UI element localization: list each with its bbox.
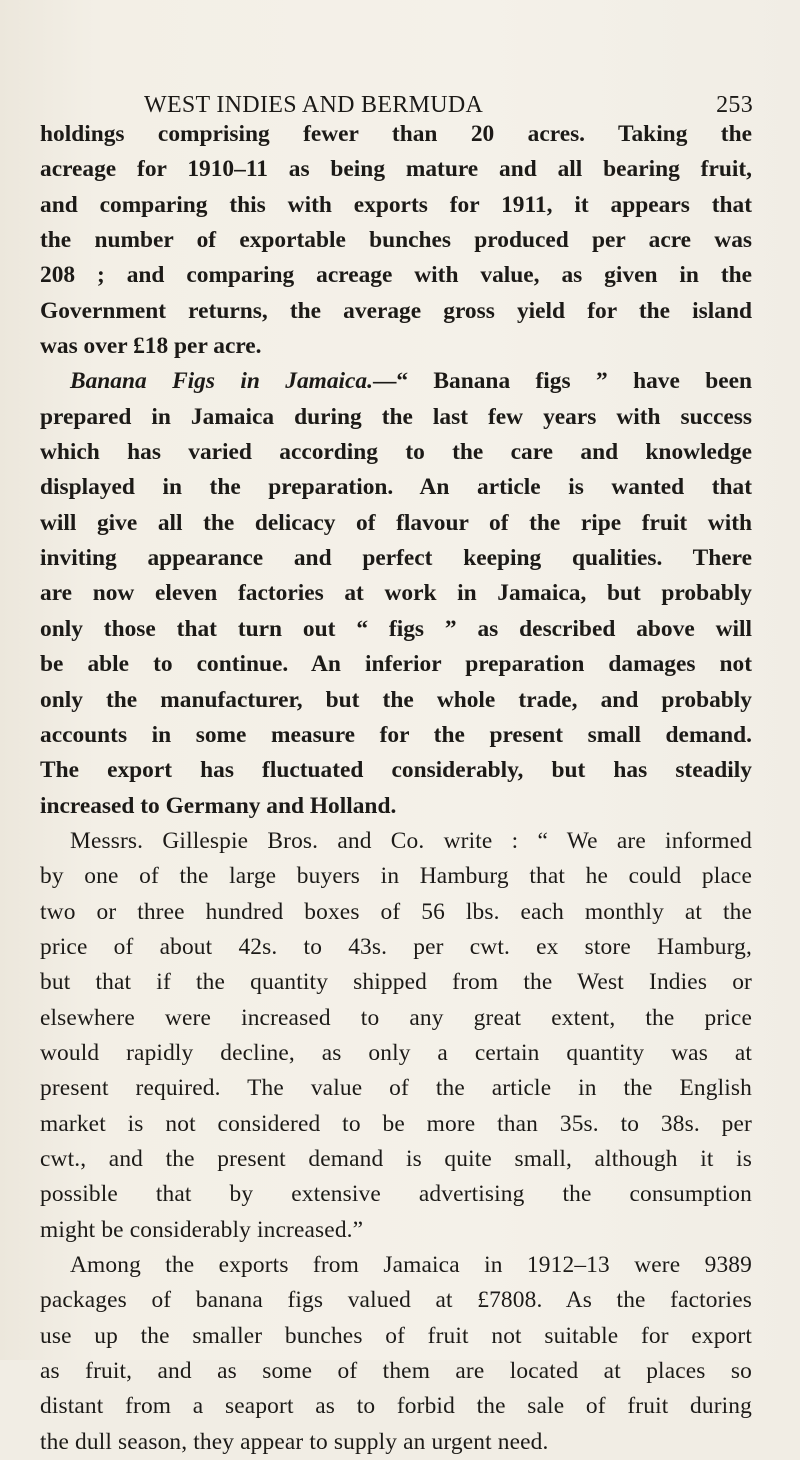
text-line: will give all the delicacy of flavour of the ripe fruit with	[40, 509, 752, 536]
text-line: are now eleven factories at work in Jamaica, but probably	[40, 580, 752, 607]
page-number: 253	[716, 92, 753, 118]
text-line: Messrs. Gillespie Bros. and Co. write : “ We are informed	[70, 827, 752, 854]
text-line: by one of the large buyers in Hamburg that he could place	[40, 863, 752, 890]
text-line: cwt., and the present demand is quite small, although it is	[40, 1145, 752, 1172]
paragraph-banana-figs	[40, 364, 752, 823]
text-line: might be considerably increased.”	[40, 1216, 364, 1243]
page-body	[40, 117, 752, 1460]
text-line: Government returns, the average gross yield for the island	[40, 297, 752, 324]
text-line: price of about 42s. to 43s. per cwt. ex store Hamburg,	[40, 933, 752, 960]
text-line: two or three hundred boxes of 56 lbs. each monthly at the	[40, 898, 752, 925]
text-line: was over £18 per acre.	[40, 333, 262, 360]
text-line	[40, 364, 752, 399]
text-line: The export has fluctuated considerably, but has steadily	[40, 757, 752, 784]
text-run: —“ Banana figs ” have been	[372, 368, 753, 395]
text-line: which has varied according to the care and knowledge	[40, 439, 752, 466]
text-line: present required. The value of the article in the English	[40, 1075, 752, 1102]
text-line: displayed in the preparation. An article is wanted that	[40, 474, 752, 501]
text-line: 208 ; and comparing acreage with value, as given in the	[40, 262, 752, 289]
section-heading: Banana Figs in Jamaica.	[70, 368, 373, 395]
running-title: WEST INDIES AND BERMUDA	[144, 92, 484, 118]
text-line: inviting appearance and perfect keeping qualities. There	[40, 545, 752, 572]
paragraph-exports	[40, 1248, 752, 1460]
text-line: market is not considered to be more than 35s. to 38s. per	[40, 1110, 752, 1137]
text-line: packages of banana figs valued at £7808. As the factories	[40, 1287, 752, 1314]
text-line: increased to Germany and Holland.	[40, 792, 397, 819]
text-line: distant from a seaport as to forbid the sale of fruit during	[40, 1393, 752, 1420]
text-line: possible that by extensive advertising the consumption	[40, 1181, 752, 1208]
text-line: prepared in Jamaica during the last few years with success	[40, 403, 752, 430]
text-line: the dull season, they appear to supply an urgent need.	[40, 1428, 549, 1455]
text-line: and comparing this with exports for 1911, it appears that	[40, 191, 752, 218]
text-line: but that if the quantity shipped from the West Indies or	[40, 969, 752, 996]
text-line: elsewhere were increased to any great extent, the price	[40, 1004, 752, 1031]
paragraph-gillespie-quote	[40, 824, 752, 1248]
text-line: acreage for 1910–11 as being mature and all bearing fruit,	[40, 156, 752, 183]
text-line: only those that turn out “ figs ” as described above will	[40, 615, 752, 642]
text-line: Among the exports from Jamaica in 1912–13 were 9389	[70, 1252, 752, 1278]
text-line: the number of exportable bunches produced per acre was	[40, 227, 752, 254]
paragraph-acreage	[40, 117, 752, 364]
text-line: accounts in some measure for the present small demand.	[40, 721, 752, 748]
text-line: only the manufacturer, but the whole trade, and probably	[40, 686, 752, 713]
text-line: use up the smaller bunches of fruit not suitable for export	[40, 1322, 752, 1349]
text-line: be able to continue. An inferior preparation damages not	[40, 651, 752, 678]
text-line: as fruit, and as some of them are located at places so	[40, 1358, 752, 1385]
text-line: holdings comprising fewer than 20 acres. Taking the	[40, 121, 752, 147]
text-line: would rapidly decline, as only a certain quantity was at	[40, 1039, 752, 1066]
